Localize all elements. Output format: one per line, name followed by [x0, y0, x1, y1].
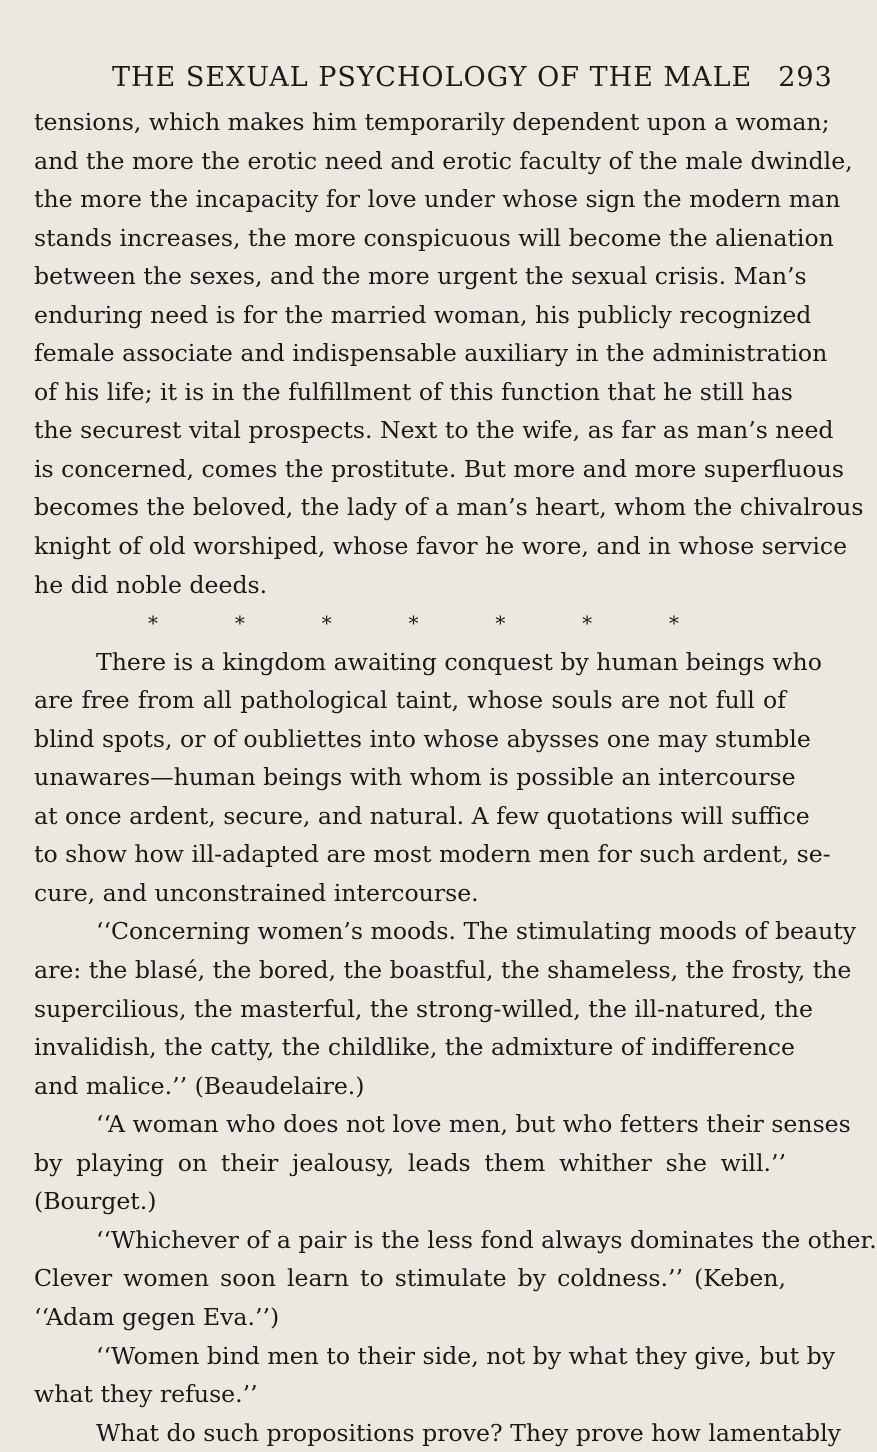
text-line: ‘‘Adam gegen Eva.’’): [34, 1302, 280, 1331]
text-line: at once ardent, secure, and natural. A few quotations will suffice: [34, 801, 810, 830]
text-line: female associate and indispensable auxiliary in the administration: [34, 339, 828, 368]
text-line: is concerned, comes the prostitute. But more and more superfluous: [34, 454, 844, 483]
separator-star: *: [495, 611, 506, 636]
page-number: 293: [778, 62, 833, 93]
separator-star: *: [234, 611, 245, 636]
text-line: (Bourget.): [34, 1187, 157, 1216]
text-line: knight of old worshiped, whose favor he wore, and in whose service: [34, 532, 848, 561]
running-head: [112, 62, 833, 93]
text-line: ‘‘Concerning women’s moods. The stimulating moods of beauty: [96, 917, 857, 946]
text-line: the more the incapacity for love under whose sign the modern man: [34, 185, 841, 214]
text-line: and the more the erotic need and erotic faculty of the male dwindle,: [34, 146, 853, 175]
text-line: becomes the beloved, the lady of a man’s heart, whom the chivalrous: [34, 493, 864, 522]
text-line: stands increases, the more conspicuous will become the alienation: [34, 223, 834, 252]
body-text: [34, 103, 877, 1452]
text-line: enduring need is for the married woman, his publicly recognized: [34, 300, 812, 329]
text-line: blind spots, or of oubliettes into whose abysses one may stumble: [34, 724, 811, 753]
section-separator: [34, 604, 786, 643]
text-line: of his life; it is in the fulfillment of this function that he still has: [34, 377, 793, 406]
text-line: cure, and unconstrained intercourse.: [34, 878, 479, 907]
separator-star: *: [148, 611, 158, 636]
separator-star: *: [408, 611, 419, 636]
text-line: the securest vital prospects. Next to the wife, as far as man’s need: [34, 416, 834, 445]
text-line: by playing on their jealousy, leads them whither she will.’’: [34, 1148, 786, 1177]
separator-star: *: [668, 611, 679, 636]
text-line: are: the blasé, the bored, the boastful, the shameless, the frosty, the: [34, 956, 852, 985]
text-line: ‘‘Whichever of a pair is the less fond always dominates the other.: [96, 1225, 877, 1254]
text-line: between the sexes, and the more urgent the sexual crisis. Man’s: [34, 262, 807, 291]
separator-star: *: [321, 611, 332, 636]
text-line: ‘‘Women bind men to their side, not by what they give, but by: [96, 1341, 836, 1370]
text-line: tensions, which makes him temporarily dependent upon a woman;: [34, 108, 830, 136]
text-line: Clever women soon learn to stimulate by coldness.’’ (Keben,: [34, 1264, 786, 1293]
text-line: to show how ill-adapted are most modern men for such ardent, se-: [34, 840, 831, 869]
text-line: There is a kingdom awaiting conquest by human beings who: [96, 647, 822, 676]
text-line: he did noble deeds.: [34, 570, 268, 599]
running-title: THE SEXUAL PSYCHOLOGY OF THE MALE: [112, 62, 753, 93]
text-line: unawares—human beings with whom is possible an intercourse: [34, 763, 796, 792]
text-line: ‘‘A woman who does not love men, but who fetters their senses: [96, 1110, 851, 1139]
text-line: supercilious, the masterful, the strong-willed, the ill-natured, the: [34, 994, 813, 1023]
text-line: invalidish, the catty, the childlike, the admixture of indifference: [34, 1033, 795, 1062]
text-line: and malice.’’ (Beaudelaire.): [34, 1071, 365, 1100]
text-line: What do such propositions prove? They prove how lamentably: [96, 1418, 841, 1447]
text-line: what they refuse.’’: [34, 1380, 258, 1409]
separator-star: *: [582, 611, 593, 636]
text-line: are free from all pathological taint, whose souls are not full of: [34, 686, 786, 715]
